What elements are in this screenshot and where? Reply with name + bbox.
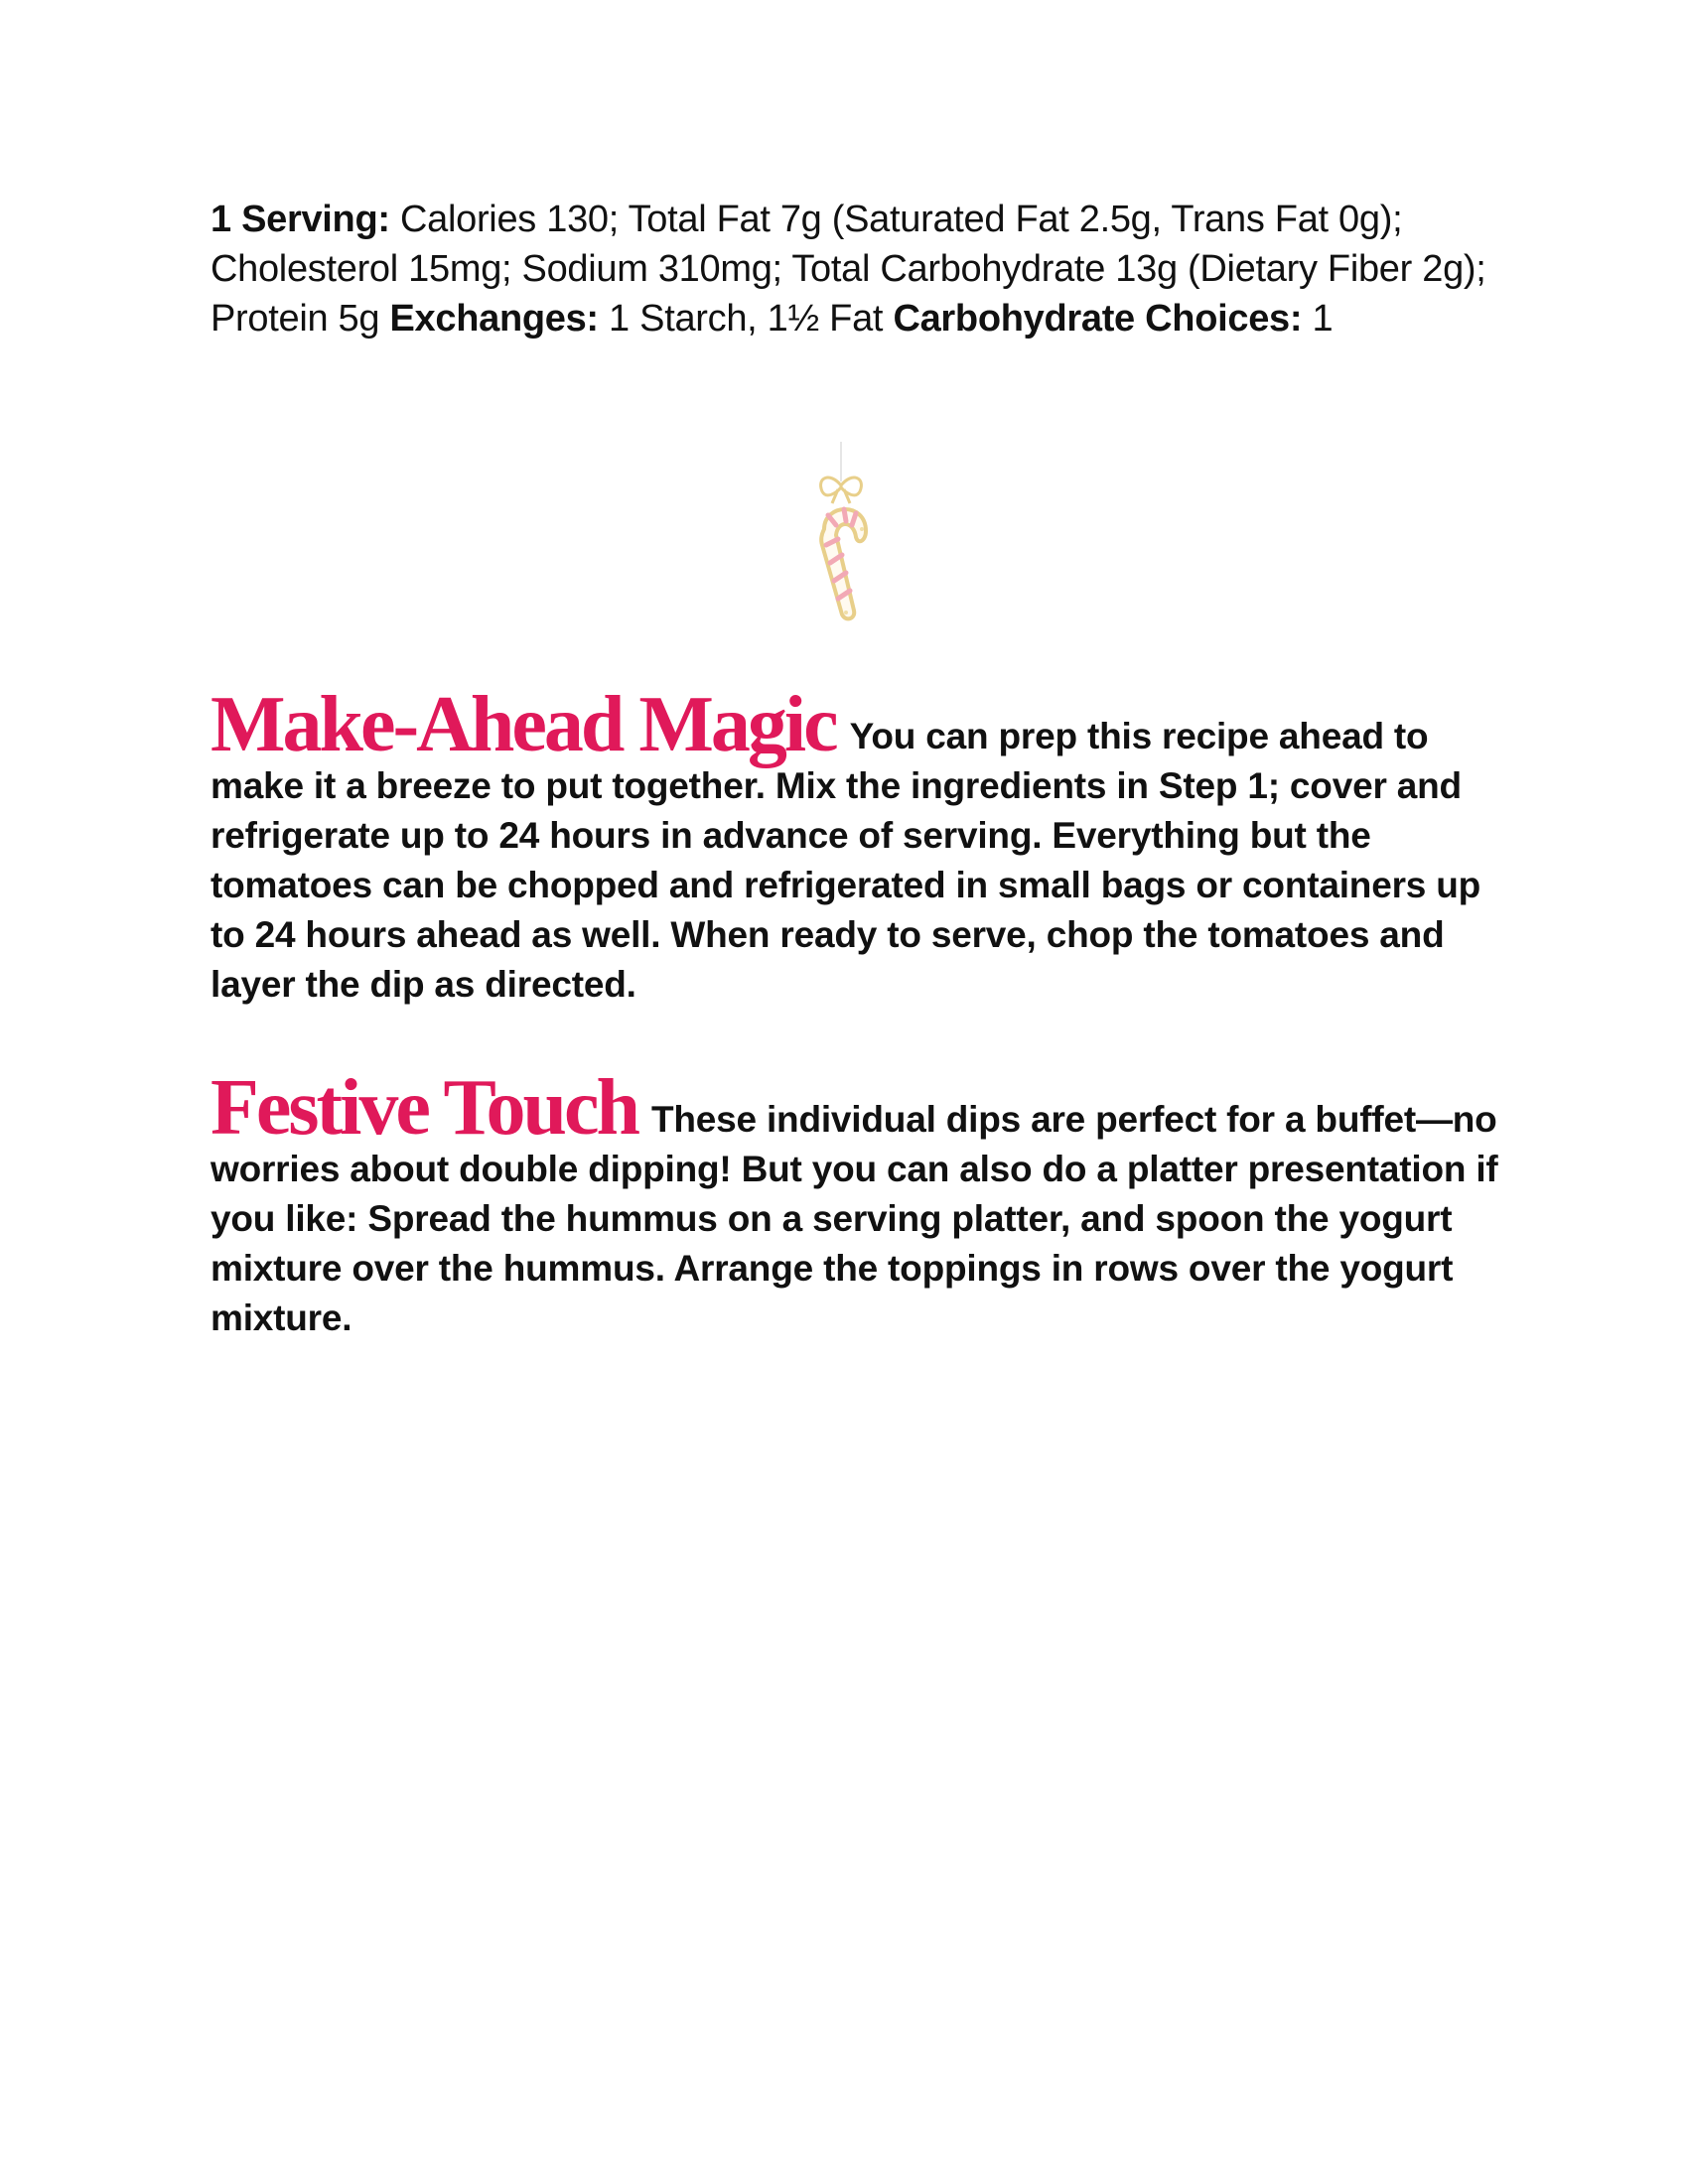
tip-body-festive-touch: These individual dips are perfect for a buffet—no worries about double dipping! But you can also do a platter presentation if you like: Spread the hummus on a serving platter, and spoon the yogurt mixture over the hummus. Arrange the toppings in rows over the yogurt mixture. bbox=[211, 1099, 1498, 1338]
candy-cane-ornament-icon bbox=[794, 442, 894, 630]
carb-choices-text: 1 bbox=[1302, 298, 1334, 340]
serving-label: 1 Serving: bbox=[211, 199, 390, 240]
serving-text: Calories 130; Total Fat 7g (Saturated Fat 2.5g, Trans Fat 0g); Cholesterol 15mg; Sodium 310mg; Total Carbohydrate 13g (Dietary Fiber 2g); Protein 5g bbox=[211, 199, 1486, 340]
carb-choices-label: Carbohydrate Choices: bbox=[893, 298, 1303, 340]
nutrition-info bbox=[211, 195, 1501, 343]
exchanges-label: Exchanges: bbox=[389, 298, 599, 340]
tip-heading-festive-touch: Festive Touch bbox=[211, 1064, 637, 1152]
festive-touch-tip bbox=[211, 1064, 1501, 1343]
exchanges-text: 1 Starch, 1½ Fat bbox=[598, 298, 894, 340]
tip-heading-make-ahead: Make-Ahead Magic bbox=[211, 681, 836, 768]
tip-body-make-ahead: You can prep this recipe ahead to make it a breeze to put together. Mix the ingredients in Step 1; cover and refrigerate up to 24 hours in advance of serving. Everything but the tomatoes can be chopped and refrigerated in small bags or containers up to 24 hours ahead as well. When ready to serve, chop the tomatoes and layer the dip as directed. bbox=[211, 716, 1481, 1005]
make-ahead-tip bbox=[211, 681, 1501, 1010]
